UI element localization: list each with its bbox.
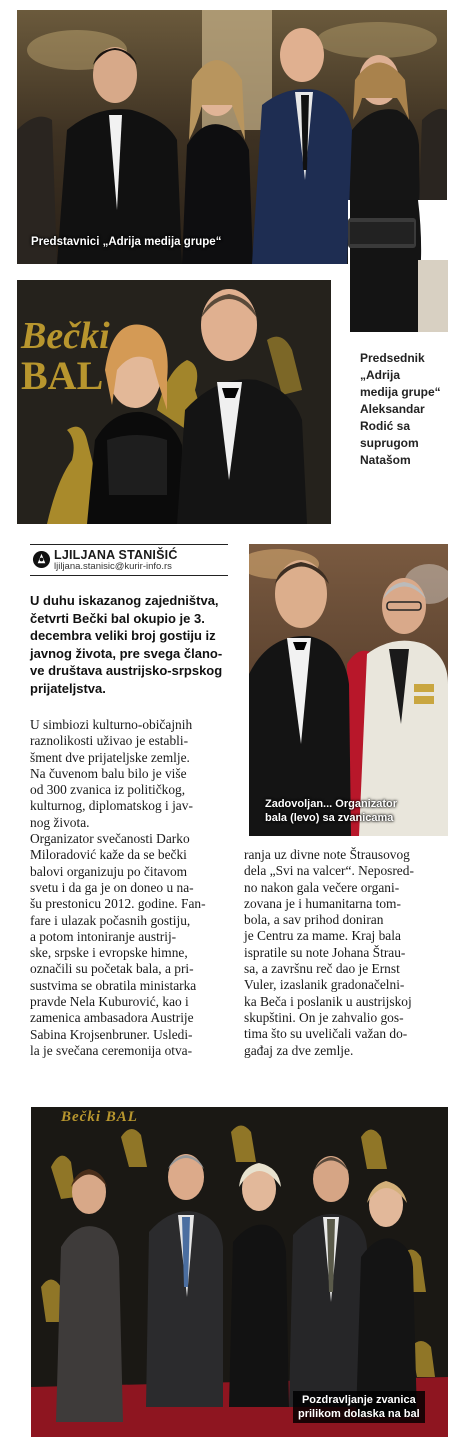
author-email[interactable]: ljiljana.stanisic@kurir-info.rs [54, 561, 172, 572]
photo-organizer [249, 544, 448, 836]
rodic-caption-line: suprugom [360, 436, 419, 450]
rodic-caption-line: Aleksandar [360, 402, 425, 416]
lead-line: decembra veliki broj gostiju iz [30, 628, 216, 643]
body-line: pravde Nela Kuburović, kao i [30, 994, 189, 1010]
arrival-caption-line: Pozdravljanje zvanica [301, 1394, 416, 1406]
body-line: raznolikosti uživao je establi- [30, 733, 189, 749]
photo-arrival-guests [31, 1107, 448, 1437]
body-line: skupštini. On je zahvalio gos- [244, 1009, 404, 1025]
photo-arrival-caption [293, 1391, 425, 1423]
body-line: zamenica ambasadora Austrije [30, 1010, 194, 1026]
body-line: a potom intoniranje austrij- [30, 928, 177, 944]
lead-line: javnog života, pre svega člano- [30, 645, 223, 661]
body-line: sa, a završnu reč dao je Ernst [244, 961, 400, 977]
becki-bal-logo [21, 316, 110, 396]
body-line: Organizator svečanosti Darko [30, 831, 190, 847]
body-line: zovana je i humanitarna tom- [244, 895, 401, 911]
article-lead [30, 592, 235, 697]
body-line: od 300 zvanica iz političkog, [30, 782, 186, 798]
body-line: nog života. [30, 814, 90, 830]
body-line: Vuler, izaslanik gradonačelni- [244, 977, 405, 993]
arrival-caption-line: prilikom dolaska na bal [298, 1408, 420, 1420]
becki-bal-banner: Bečki BAL [61, 1109, 138, 1125]
body-line: balovi organizuju po čitavom [30, 863, 188, 879]
rodic-side-caption [360, 350, 450, 469]
body-line: bola, a sav prihod doniran [244, 912, 384, 928]
photo-adria-group-caption: Predstavnici „Adrija medija grupe“ [31, 236, 222, 248]
organizer-caption-line: bala (levo) sa zvanicama [265, 812, 394, 824]
body-line: Na čuvenom balu bilo je više [30, 765, 187, 781]
rodic-caption-line: Rodić sa [360, 419, 411, 433]
photo-arrival-guests-image [31, 1107, 448, 1437]
lead-line: prijateljstva. [30, 680, 106, 696]
becki-bal-logo-line2: BAL [21, 353, 104, 398]
body-line: kulturnog, diplomatskog i jav- [30, 798, 193, 814]
body-line: ske, srpske i evropske himne, [30, 945, 188, 961]
body-line: označili su početak bala, a pri- [30, 961, 194, 977]
organizer-caption-line: Zadovoljan... Organizator [265, 798, 398, 810]
author-byline [30, 544, 228, 576]
lead-line: četvrti Bečki bal okupio je 3. [30, 610, 205, 626]
body-line: šu prestonicu 2012. godine. Fan- [30, 896, 206, 912]
body-line: U simbiozi kulturno-običajnih [30, 717, 193, 732]
body-line: šment dve prijateljske zemlje. [30, 749, 190, 765]
lead-line: ve društava austrijsko-srpskog [30, 663, 223, 678]
body-column-1 [30, 717, 240, 1059]
body-line: gađaj za dve zemlje. [244, 1042, 354, 1058]
body-line: la je svečana ceremonija otva- [30, 1042, 193, 1058]
kurir-author-icon [32, 550, 51, 569]
body-line: fare i ulazak počasnih gostiju, [30, 912, 191, 928]
becki-bal-logo-line1: Bečki [21, 315, 110, 357]
body-line: je Centru za mame. Kraj bala [244, 928, 401, 944]
photo-rodic-couple [17, 280, 331, 524]
body-line: svetu i da ga je on doneo u na- [30, 879, 194, 895]
rodic-caption-line: medija grupe“ [360, 385, 441, 399]
author-name: LJILJANA STANIŠIĆ [54, 548, 178, 562]
photo-woman-overlap [348, 200, 448, 332]
rodic-caption-line: Natašom [360, 453, 411, 467]
body-line: ranja uz divne note Štrausovog [244, 847, 410, 862]
body-line: sustvima se obratila ministarka [30, 977, 197, 993]
body-line: ispratile su note Johana Štrau- [244, 944, 406, 960]
rodic-caption-line: Predsednik [360, 351, 425, 365]
body-column-2 [244, 847, 452, 1059]
lead-line: U duhu iskazanog zajedništva, [30, 593, 219, 608]
rodic-caption-line: „Adrija [360, 368, 401, 382]
photo-organizer-image [249, 544, 448, 836]
photo-organizer-caption [265, 797, 397, 825]
body-line: Miloradović kaže da se bečki [30, 847, 187, 863]
body-line: Sabina Krojsenbruner. Usledi- [30, 1026, 193, 1042]
body-line: no nakon gala večere organi- [244, 879, 400, 895]
body-line: tima što su uveličali važan do- [244, 1026, 408, 1042]
body-line: ka Beča i poslanik u austrijskoj [244, 993, 412, 1009]
body-line: dela „Svi na valcer“. Neposred- [244, 863, 414, 879]
